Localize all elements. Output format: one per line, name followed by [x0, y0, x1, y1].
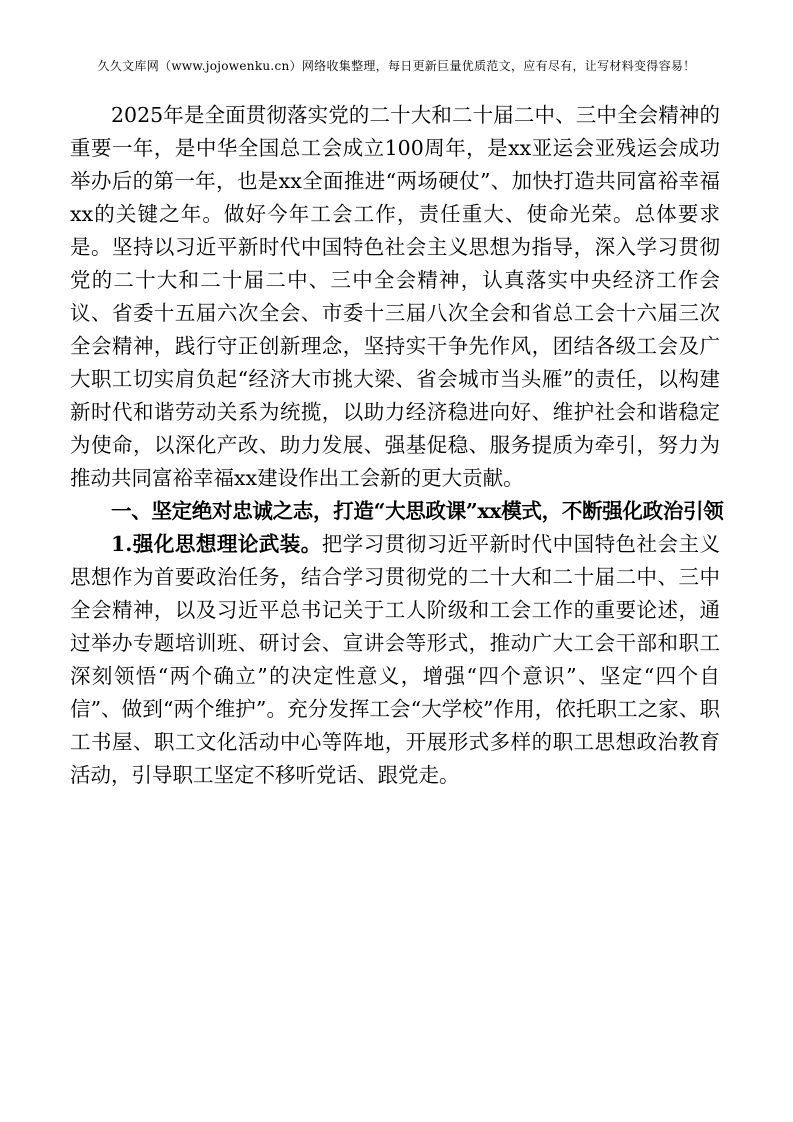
document-body — [70, 99, 724, 792]
intro-paragraph: 2025年是全面贯彻落实党的二十大和二十届二中、三中全会精神的重要一年，是中华全国总工会成立100周年，是xx亚运会亚残运会成功举办后的第一年，也是xx全面推进“两场硬仗”、加快打造共同富裕幸福xx的关键之年。做好今年工会工作，责任重大、使命光荣。总体要求是。坚持以习近平新时代中国特色社会主义思想为指导，深入学习贯彻党的二十大和二十届二中、三中全会精神，认真落实中央经济工作会议、省委十五届六次全会、市委十三届八次全会和省总工会十六届三次全会精神，践行守正创新理念，坚持实干争先作风，团结各级工会及广大职工切实肩负起“经济大市挑大梁、省会城市当头雁”的责任，以构建新时代和谐劳动关系为统揽，以助力经济稳进向好、维护社会和谐稳定为使命，以深化产改、助力发展、强基促稳、服务提质为牵引，努力为推动共同富裕幸福xx建设作出工会新的更大贡献。 — [70, 103, 720, 490]
page-header: 久久文库网（www.jojowenku.cn）网络收集整理，每日更新巨量优质范文，应有尽有，让写材料变得容易！ — [97, 59, 696, 73]
item-1-title: 1.强化思想理论武装。 — [111, 532, 322, 556]
item-1-paragraph — [70, 528, 720, 792]
item-1-body: 把学习贯彻习近平新时代中国特色社会主义思想作为首要政治任务，结合学习贯彻党的二十大和二十届二中、三中全会精神，以及习近平总书记关于工人阶级和工会工作的重要论述，通过举办专题培训班、研讨会、宣讲会等形式，推动广大工会干部和职工深刻领悟“两个确立”的决定性意义，增强“四个意识”、坚定“四个自信”、做到“两个维护”。充分发挥工会“大学校”作用，依托职工之家、职工书屋、职工文化活动中心等阵地，开展形式多样的职工思想政治教育活动，引导职工坚定不移听党话、跟党走。 — [70, 532, 721, 787]
section-1-heading: 一、坚定绝对忠诚之志，打造“大思政课”xx模式，不断强化政治引领 — [111, 499, 724, 523]
